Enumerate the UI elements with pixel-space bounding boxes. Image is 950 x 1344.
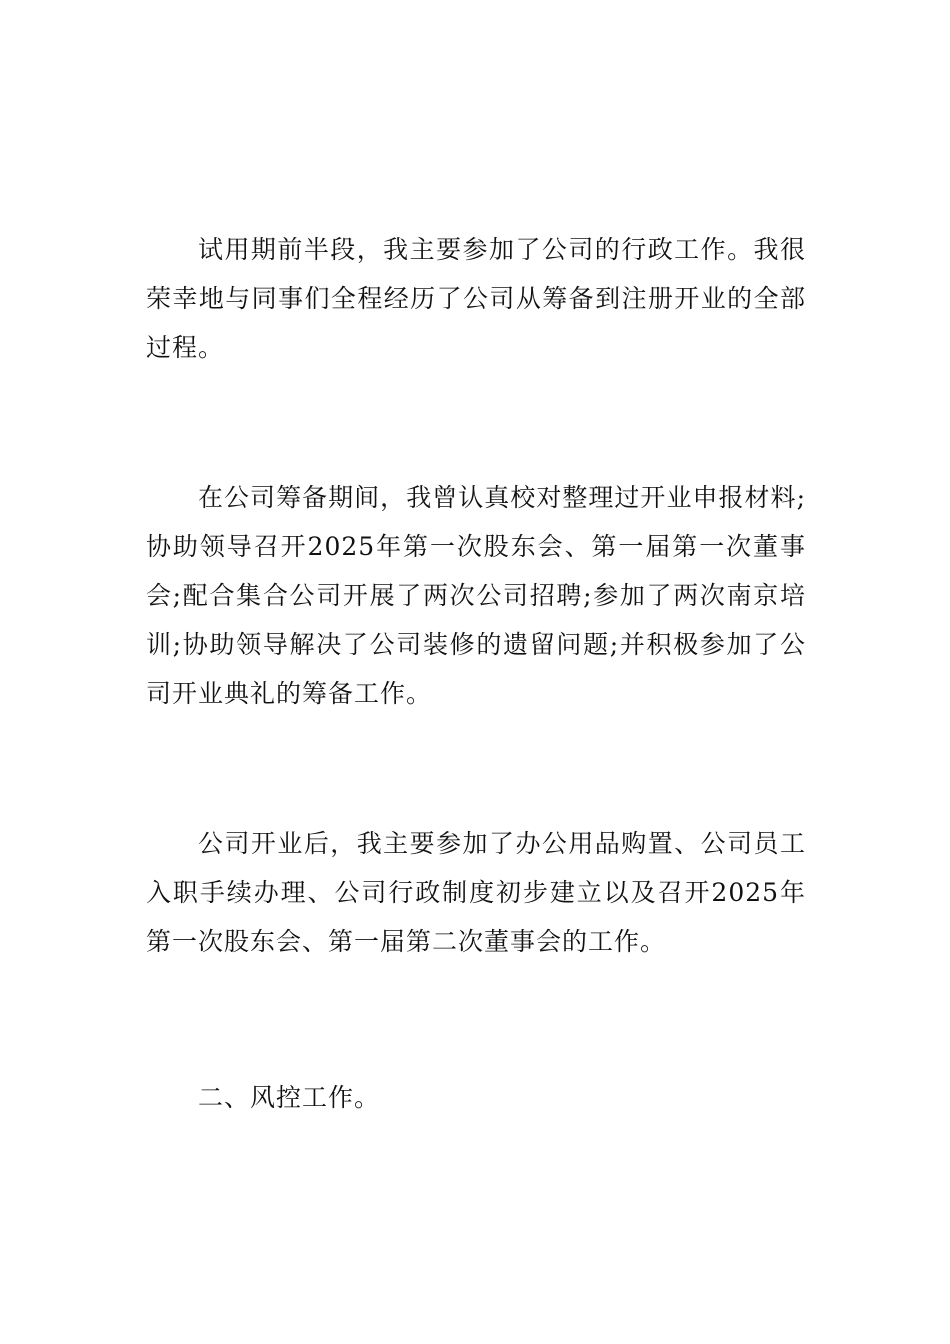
- paragraph-probation-admin: 试用期前半段，我主要参加了公司的行政工作。我很荣幸地与同事们全程经历了公司从筹备到注册开业的全部过程。: [146, 235, 806, 362]
- paragraph-preparation-period: 在公司筹备期间，我曾认真校对整理过开业申报材料;协助领导召开2025年第一次股东会、第一届第一次董事会;配合集合公司开展了两次公司招聘;参加了两次南京培训;协助领导解决了公司装修的遗留问题;并积极参加了公司开业典礼的筹备工作。: [146, 483, 806, 708]
- paragraph-after-opening: 公司开业后，我主要参加了办公用品购置、公司员工入职手续办理、公司行政制度初步建立以及召开2025年第一次股东会、第一届第二次董事会的工作。: [146, 829, 806, 956]
- section-heading-risk-control: 二、风控工作。: [198, 1083, 381, 1112]
